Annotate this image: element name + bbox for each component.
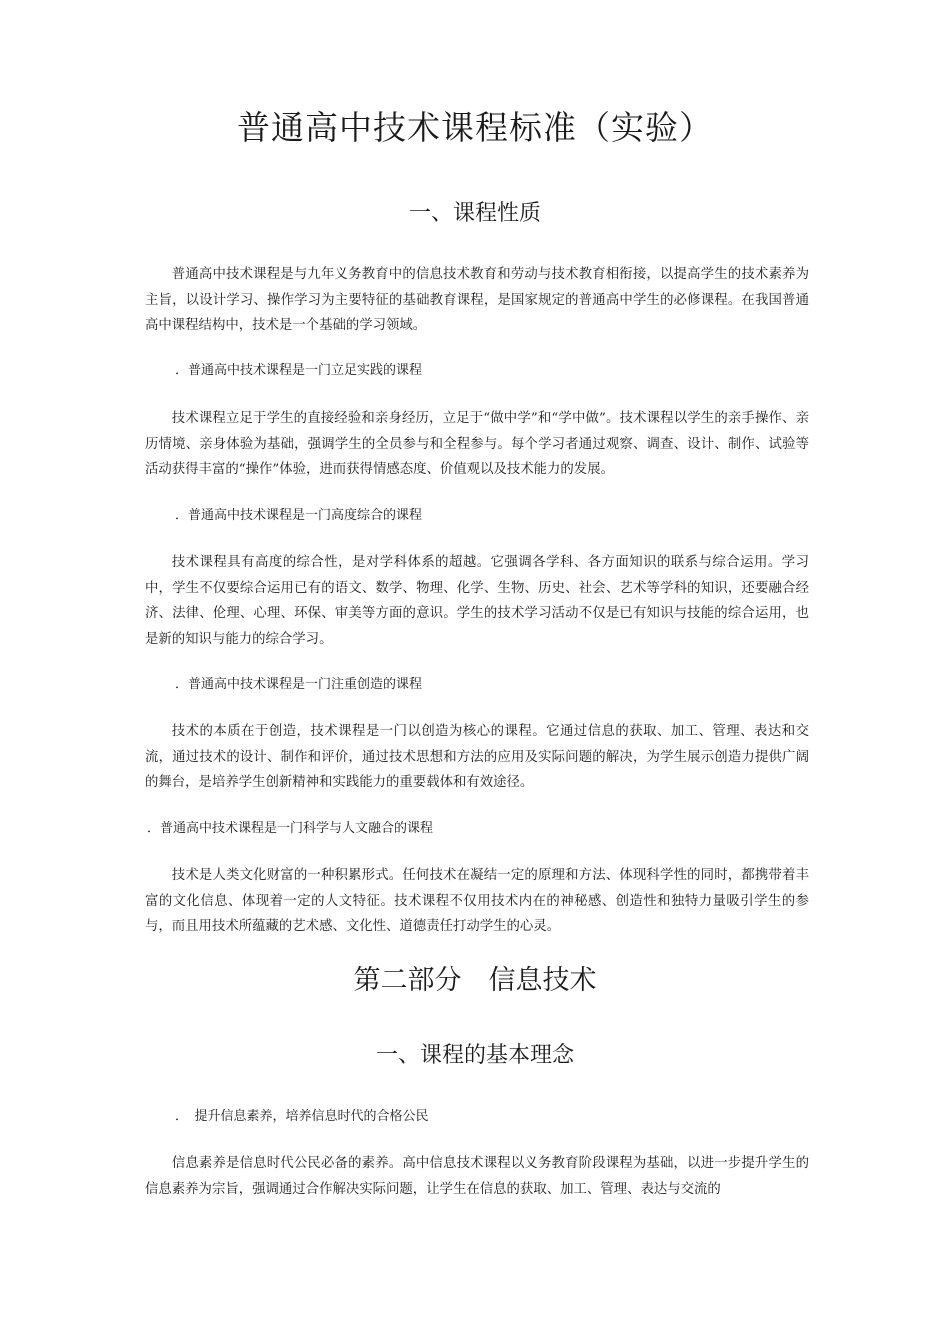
intro-paragraph: 普通高中技术课程是与九年义务教育中的信息技术教育和劳动与技术教育相衔接，以提高学生的技术素养为主旨，以设计学习、操作学习为主要特征的基础教育课程，是国家规定的普通高中学生的必修课程。在我国普通高中课程结构中，技术是一个基础的学习领域。 bbox=[145, 267, 809, 333]
point-heading-integrated: ．普通高中技术课程是一门高度综合的课程 bbox=[175, 508, 423, 523]
part-heading-information-technology: 第二部分 信息技术 bbox=[353, 965, 597, 996]
point-heading-science-humanities: ．普通高中技术课程是一门科学与人文融合的课程 bbox=[147, 821, 434, 836]
point-body-practice: 技术课程立足于学生的直接经验和亲身经历，立足于“做中学”和“学中做”。技术课程以学生的亲手操作、亲历情境、亲身体验为基础，强调学生的全员参与和全程参与。每个学习者通过观察、调查、设计、制作、试验等活动获得丰富的“操作”体验，进而获得情感态度、价值观以及技术能力的发展。 bbox=[145, 411, 809, 477]
document-title: 普通高中技术课程标准（实验） bbox=[237, 108, 713, 147]
section-heading-course-nature: 一、课程性质 bbox=[408, 201, 541, 226]
point-body-integrated: 技术课程具有高度的综合性，是对学科体系的超越。它强调各学科、各方面知识的联系与综合运用。学习中，学生不仅要综合运用已有的语文、数学、物理、化学、生物、历史、社会、艺术等学科的知识，还要融合经济、法律、伦理、心理、环保、审美等方面的意识。学生的技术学习活动不仅是已有知识与技能的综合运用，也是新的知识与能力的综合学习。 bbox=[145, 555, 809, 647]
point-heading-creative: ．普通高中技术课程是一门注重创造的课程 bbox=[175, 677, 423, 692]
point-body-info-literacy: 信息素养是信息时代公民必备的素养。高中信息技术课程以义务教育阶段课程为基础，以进一步提升学生的信息素养为宗旨，强调通过合作解决实际问题，让学生在信息的获取、加工、管理、表达与交流的 bbox=[145, 1156, 809, 1197]
point-body-creative: 技术的本质在于创造，技术课程是一门以创造为核心的课程。它通过信息的获取、加工、管理、表达和交流，通过技术的设计、制作和评价，通过技术思想和方法的应用及实际问题的解决，为学生展示创造力提供广阔的舞台，是培养学生创新精神和实践能力的重要载体和有效途径。 bbox=[145, 724, 809, 790]
point-body-science-humanities: 技术是人类文化财富的一种积累形式。任何技术在凝结一定的原理和方法、体现科学性的同时，都携带着丰富的文化信息、体现着一定的人文特征。技术课程不仅用技术内在的神秘感、创造性和独特力量吸引学生的参与，而且用技术所蕴藏的艺术感、文化性、道德责任打动学生的心灵。 bbox=[145, 868, 809, 934]
section-heading-basic-ideas: 一、课程的基本理念 bbox=[375, 1043, 574, 1068]
point-heading-info-literacy: ． 提升信息素养，培养信息时代的合格公民 bbox=[175, 1109, 429, 1124]
point-heading-practice: ．普通高中技术课程是一门立足实践的课程 bbox=[175, 363, 423, 378]
